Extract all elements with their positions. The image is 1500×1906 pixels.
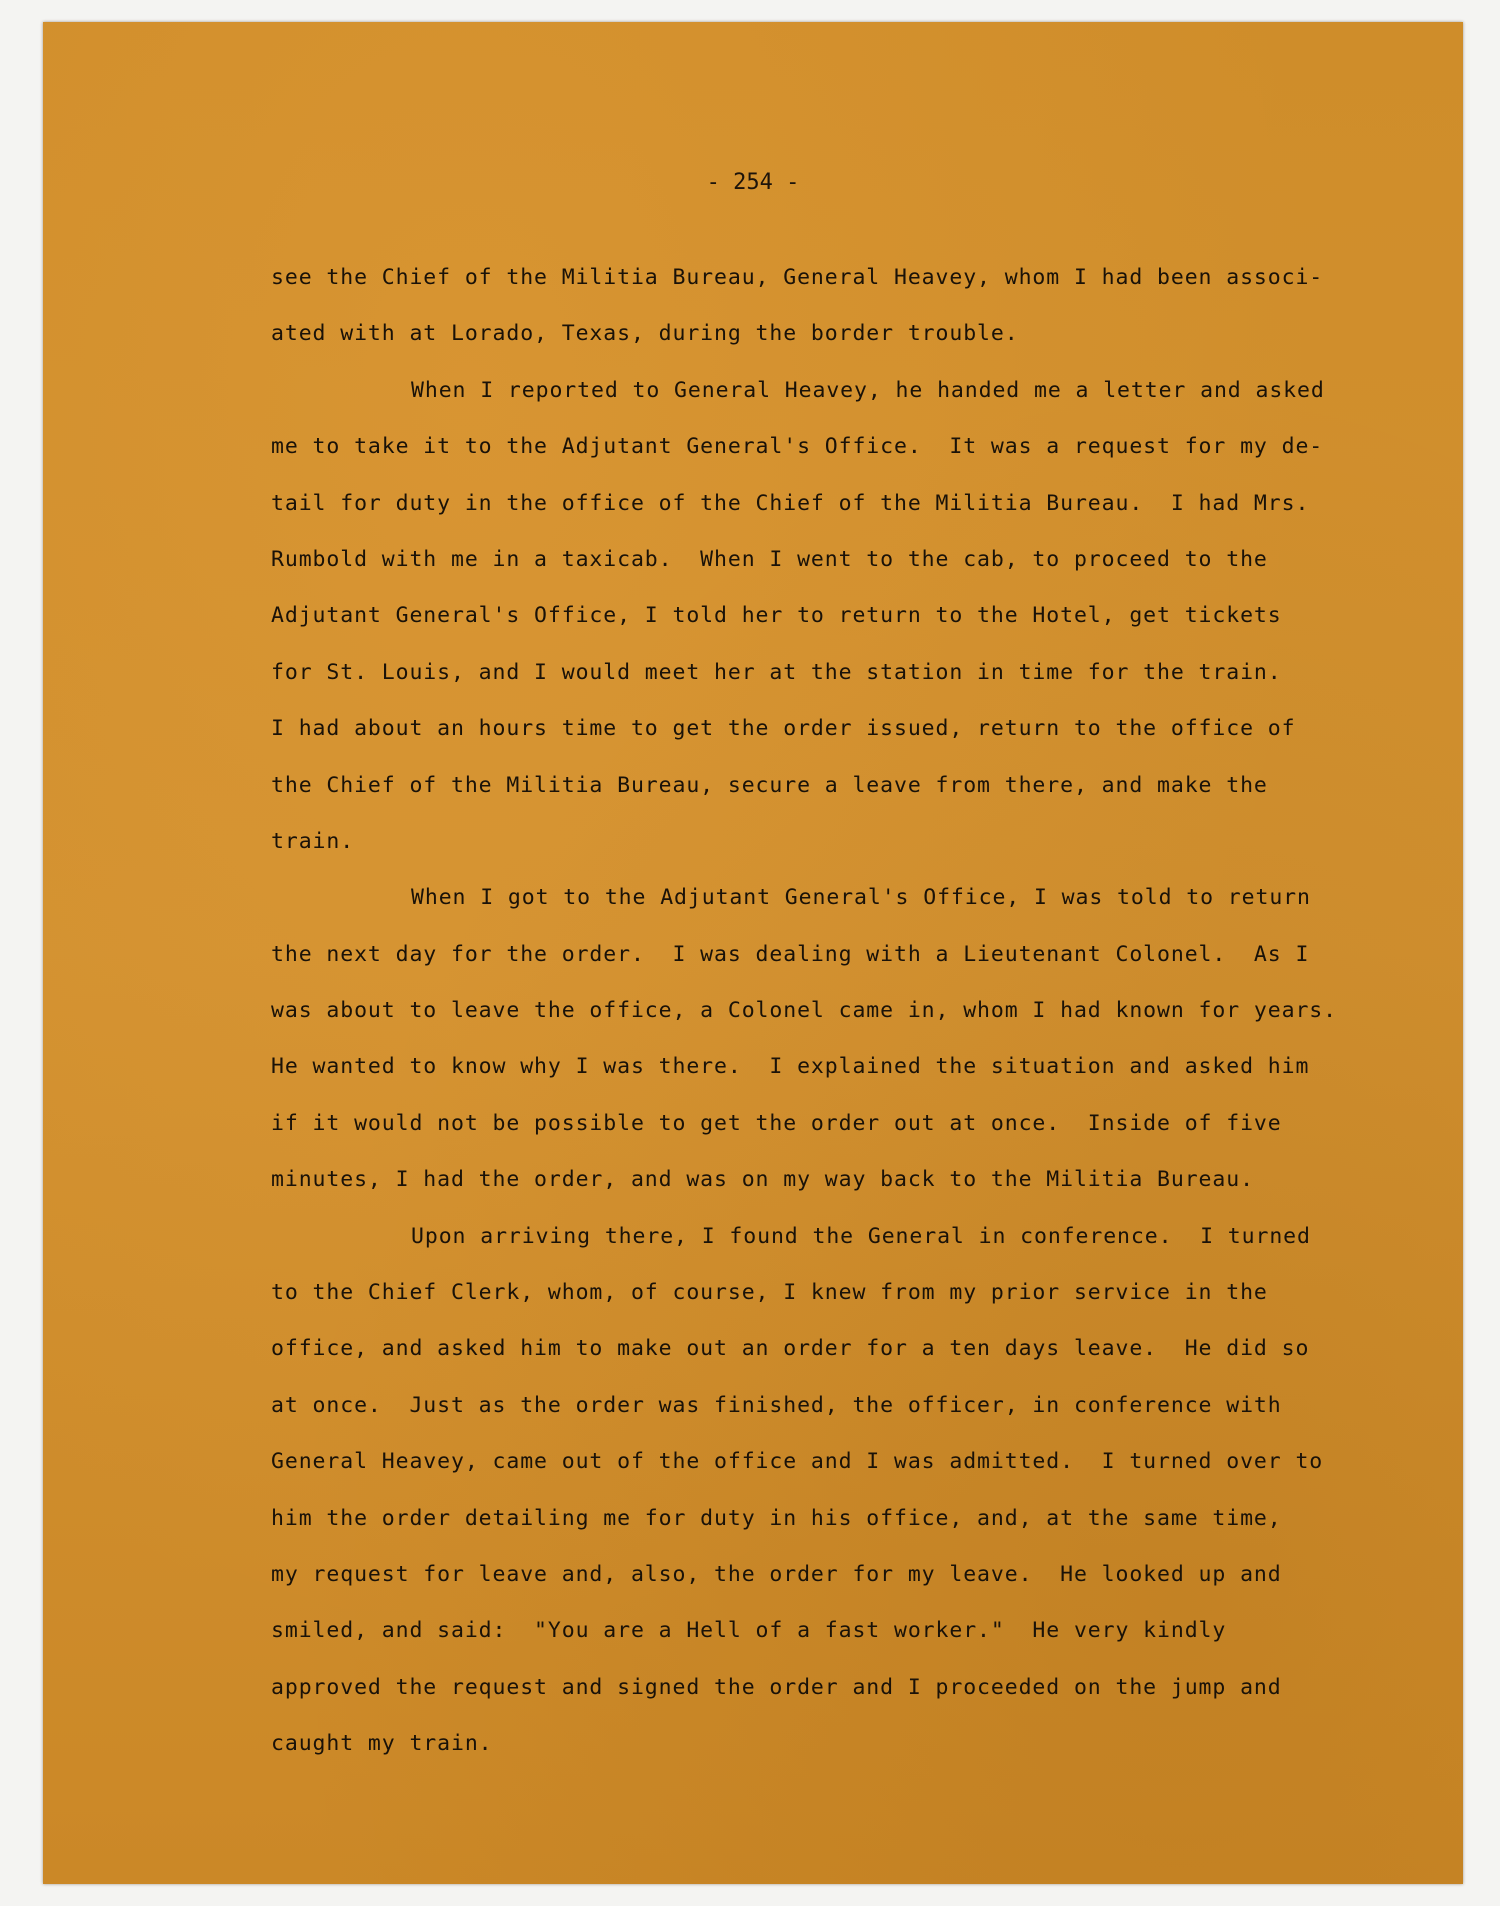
text-line: approved the request and signed the order and I proceeded on the jump and (271, 1674, 1282, 1700)
typewritten-page (43, 22, 1463, 1884)
text-line: at once. Just as the order was finished, the officer, in conference with (271, 1392, 1282, 1418)
text-line: for St. Louis, and I would meet her at the station in time for the train. (271, 659, 1282, 685)
text-line: When I reported to General Heavey, he handed me a letter and asked (411, 377, 1325, 403)
text-line: my request for leave and, also, the order for my leave. He looked up and (271, 1561, 1282, 1587)
text-line: see the Chief of the Militia Bureau, General Heavey, whom I had been associ- (271, 265, 1324, 290)
text-line: me to take it to the Adjutant General's Office. It was a request for my de- (271, 434, 1324, 460)
text-line: Adjutant General's Office, I told her to return to the Hotel, get tickets (271, 603, 1282, 629)
text-line: if it would not be possible to get the order out at once. Inside of five (271, 1110, 1282, 1136)
text-line: train. (271, 828, 355, 854)
text-line: to the Chief Clerk, whom, of course, I knew from my prior service in the (271, 1280, 1268, 1306)
text-line: him the order detailing me for duty in his office, and, at the same time, (271, 1505, 1282, 1531)
body-text (271, 250, 1391, 1773)
page-number: - 254 - (706, 170, 800, 195)
text-line: caught my train. (271, 1731, 493, 1757)
text-line: Upon arriving there, I found the General in conference. I turned (411, 1223, 1311, 1249)
text-line: the next day for the order. I was dealing with a Lieutenant Colonel. As I (271, 941, 1310, 967)
text-line: minutes, I had the order, and was on my way back to the Militia Bureau. (271, 1167, 1254, 1193)
text-line: Rumbold with me in a taxicab. When I went to the cab, to proceed to the (271, 546, 1268, 572)
text-line: the Chief of the Militia Bureau, secure a leave from there, and make the (271, 772, 1268, 798)
text-line: When I got to the Adjutant General's Office, I was told to return (411, 885, 1311, 911)
text-line: tail for duty in the office of the Chief of the Militia Bureau. I had Mrs. (271, 490, 1310, 516)
text-line: ated with at Lorado, Texas, during the border trouble. (271, 321, 1019, 347)
text-line: He wanted to know why I was there. I explained the situation and asked him (271, 1054, 1310, 1080)
text-line: General Heavey, came out of the office and I was admitted. I turned over to (271, 1449, 1324, 1475)
text-line: was about to leave the office, a Colonel came in, whom I had known for years. (271, 998, 1337, 1024)
text-line: smiled, and said: "You are a Hell of a fast worker." He very kindly (271, 1618, 1227, 1644)
text-line: I had about an hours time to get the order issued, return to the office of (271, 716, 1296, 742)
text-line: office, and asked him to make out an order for a ten days leave. He did so (271, 1336, 1310, 1362)
